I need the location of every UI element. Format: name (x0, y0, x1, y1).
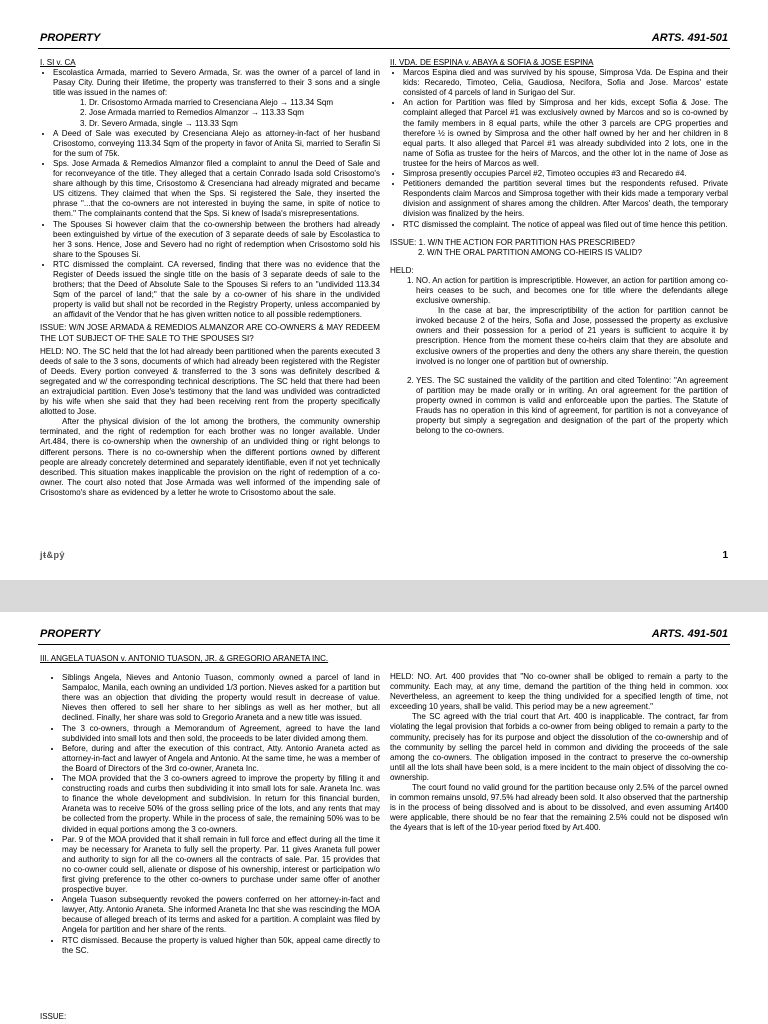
fact-item: • RTC dismissed the complaint. The notice of appeal was filed out of time hence this petition. (403, 220, 728, 230)
fact-item: • Petitioners demanded the partition several times but the respondents refused. Private Respondents claim Marcos and Simprosa together with their kids made a temporary verbal division and assignment of shares among the children. After Marcos' death, the temporary division was finalized by the heirs. (403, 179, 728, 219)
case-title: I. SI v. CA (40, 58, 76, 67)
header-title: PROPERTY (40, 32, 101, 44)
heirs-list (53, 98, 380, 128)
header-title: PROPERTY (40, 628, 101, 640)
held-item: 2. YES. The SC sustained the validity of the partition and cited Tolentino: "An agreement of partition may be made orally or in writing. An oral agreement for the partition of property owned in common is valid and enforceable upon the parties. The Statute of Frauds has no operation in this kind of agreement, for partition is not a conveyance of property but simply a segregation and designation of the part of the property which belong to the co-owners. (416, 376, 728, 437)
fact-item: • Siblings Angela, Nieves and Antonio Tuason, commonly owned a parcel of land in Sampaloc, Manila, each owning an undivided 1/3 portion. Nieves asked for a partition but there was an objection that dividing the property would result in decrease of value. Nieves then offered to sell her share to her siblings as well as her mother, but all declined. Finally, her share was sold to Gregorio Araneta and a new title was issued. (62, 673, 380, 723)
case-title: II. VDA. DE ESPINA v. ABAYA & SOFIA & JOSE ESPINA (390, 58, 594, 67)
held-text: After the physical division of the lot among the brothers, the community ownership terminated, and the right of redemption for each brother was no longer available. Under Art.484, there is co-ownership when the ownership of an undivided thing or right belongs to different persons. There is no co-ownership when the different portions owned by different people are already concretely determined and separately identifiable, even if not yet technically described. This situation makes inapplicable the provision on the right of redemption of a co-owner. The court also noted that Jose Armada was well informed of the impending sale of Crisostomo's share as evidenced by a letter he wrote to Crisostomo about the sale. (40, 417, 380, 497)
fact-item: • Angela Tuason subsequently revoked the powers conferred on her attorney-in-fact and lawyer, Atty. Antonio Araneta. She informed Araneta Inc that she was rescinding the MOA because of alleged breach of its terms and asked for a partition. A complaint was filed by Angela for partition and her share of the rents. (62, 895, 380, 935)
document-page-2 (0, 612, 768, 1024)
issue-text: ISSUE: W/N JOSE ARMADA & REMEDIOS ALMANZOR ARE CO-OWNERS & MAY REDEEM THE LOT SUBJECT OF THE SALE TO THE SPOUSES SI? (40, 323, 380, 343)
fact-item: • Before, during and after the execution of this contract, Atty. Antonio Araneta acted as attorney-in-fact and lawyer of Angela and Antonio. At the same time, he was a member of the Board of Directors of the 3rd co-owner, Araneta Inc. (62, 744, 380, 774)
fact-item: • The 3 co-owners, through a Memorandum of Agreement, agreed to have the land subdivided into small lots and then sold, the proceeds to be later divided among them. (62, 724, 380, 744)
right-column (390, 58, 728, 445)
fact-item: • RTC dismissed the complaint. CA reversed, finding that there was no evidence that the Register of Deeds issued the single title on the basis of 3 separate deeds of sale to the brothers; that the Deed of Absolute Sale to the Spouses Si refers to an "undivided 113.34 Sqm of the parcel of land;" that the sale by a co-owner of his share in the undivided property is valid but shall not be recorded in the Registry Property, unless accompanied by an affidavit of the Vendor that he has given written notice to all possible redemptioners. (53, 260, 380, 321)
fact-item: • Par. 9 of the MOA provided that it shall remain in full force and effect during all the time it may be necessary for Araneta to fully sell the property. Par. 11 gives Araneta full power and authority to sign for all the co-owners all the contracts of sale. Par. 15 provides that no co-owner could sell, alienate or dispose of his ownership, interest or participation w/o first giving preference to the other co-owners to purchase under same offer of another prospective buyer. (62, 835, 380, 896)
fact-item: • A Deed of Sale was executed by Cresenciana Alejo as attorney-in-fact of her husband Crisostomo, conveying 113.34 Sqm of the property in favor of Anita Si, married to Serafin Si for the sum of 75k. (53, 129, 380, 159)
issue-label-cutoff: ISSUE: (40, 1012, 67, 1021)
header-articles: ARTS. 491-501 (651, 628, 728, 640)
fact-item: • Escolastica Armada, married to Severo Armada, Sr. was the owner of a parcel of land in Pasay City. During their lifetime, the property was transferred to their 3 sons and a single title was issued in the names of: 1. Dr. Crisostomo Armada married to Cresenciana Alejo → 113.34 Sqm 2. Jose Armada married to Remedios Almanzor → 113.33 Sqm 3. Dr. Severo Armada, single → 113.33 Sqm (53, 68, 380, 129)
held-text: The court found no valid ground for the partition because only 2.5% of the parcel owned in common remains unsold, 97.5% had already been sold. It also observed that the partnership is in the process of being dissolved and is about to be dissolved, and even assuming Art400 were applicable, there should be no fear that the remaining 2.5% could not be disposed w/in the 4years that is left of the 10-year period fixed by Art.400. (390, 783, 728, 833)
page-number: 1 (722, 550, 728, 561)
facts-list (40, 673, 380, 956)
page-header (38, 30, 730, 49)
held-list (390, 276, 728, 436)
facts-list (40, 68, 380, 320)
issue-text: ISSUE: 1. W/N THE ACTION FOR PARTITION HAS PRESCRIBED? (390, 237, 636, 247)
footer-mark: jŧ&pŷ (40, 550, 65, 560)
facts-list (390, 68, 728, 230)
held-label: HELD: (390, 265, 414, 275)
held-text: The SC agreed with the trial court that Art. 400 is inapplicable. The contract, far from violating the legal provision that forbids a co-owner from being obliged to remain a party to the community, precisely has for its purpose and object the dissolution of the co-ownership and of the community by selling the parcel held in common and dividing the proceeds of the sale among the co-owners. The obligation imposed in the contract to preserve the co-ownership until all the lots shall have been sold, is a mere incident to the main object of dissolving the co-ownership. (390, 712, 728, 782)
held-text: HELD: NO. The SC held that the lot had already been partitioned when the parents executed 3 deeds of sale to the 3 sons, documents of which had already been registered with the Register of Deeds. Every portion conveyed & transferred to the 3 sons was definitely described & segregated and w/ the corresponding technical descriptions. The SC held that there had been an extrajudicial partition. Even Jose's testimony that the land was undivided was contradicted by his wife when she said that they had been receiving rent from the property specifically allotted to Jose. (40, 346, 380, 417)
fact-item: • Marcos Espina died and was survived by his spouse, Simprosa Vda. De Espina and their kids: Recaredo, Timoteo, Celia, Gaudiosa, Necifora, Sofia and Jose. Marcos' estate consisted of 4 parcels of land in Surigao del Sur. (403, 68, 728, 98)
held-text: HELD: NO. Art. 400 provides that "No co-owner shall be obliged to remain a party to the community. Each may, at any time, demand the partition of the thing held in common. xxx Nevertheless, an agreement to keep the thing undivided for a specified length of time, not exceeding 10 years, shall be valid. This period may be a new agreement." (390, 672, 728, 712)
page-header (38, 626, 730, 645)
fact-item: • The Spouses Si however claim that the co-ownership between the brothers had already been extinguished by virtue of the execution of 3 separate deeds of sale by Escolastica to her 3 sons. Hence, Jose and Severo had no right of redemption when Crisostomo sold his share to the Spouses Si. (53, 220, 380, 260)
fact-item: • The MOA provided that the 3 co-owners agreed to improve the property by filling it and constructing roads and curbs then subdividing it into small lots for sale. Araneta Inc. was to finance the whole development and subdivision. In return for this financial burden, Araneta was to receive 50% of the gross selling price of the lots, and any rents that may be collected from the property. While in the process of sale, the remaining 50% was to be divided in equal portions among the 3 co-owners. (62, 774, 380, 835)
fact-item: • Sps. Jose Armada & Remedios Almanzor filed a complaint to annul the Deed of Sale and for reconveyance of the title. They alleged that a certain Conrado Isada sold Crisostomo's share although by this time, Crisostomo & Cresenciana had already migrated and became US citizens. They claimed that when the Sps. Si registered the Sale, they inserted the phrase "...that the co-owners are not interested in buying the same, in spite of notice to them." The complainants contend that the Sps. Si knew of Isada's misrepresentations. (53, 159, 380, 220)
heir-item: 2. Jose Armada married to Remedios Almanzor → 113.33 Sqm (89, 108, 380, 118)
heir-item: 1. Dr. Crisostomo Armada married to Cresenciana Alejo → 113.34 Sqm (89, 98, 380, 108)
right-column (390, 672, 728, 834)
fact-item: • An action for Partition was filed by Simprosa and her kids, except Sofia & Jose. The complaint alleged that Parcel #1 was exclusively owned by Marcos and so is co-owned by the family members in 8 equal parts, while the other 3 parcels are CPG properties and therefore ½ is owned by Simprosa and the other half owned by her and her children in 8 equal parts. It also alleged that Parcel #1 was already subdivided into 2 lots, one in the name of Sofia as trustee for the heirs of Marcos, and the other lot in the name of Jose as trustee for the heirs of Marcos as well. (403, 98, 728, 169)
header-articles: ARTS. 491-501 (651, 32, 728, 44)
left-column (40, 654, 380, 956)
held-item: 1. NO. An action for partition is imprescriptible. However, an action for partition among co-heirs ceases to be such, and becomes one for title where the defendants allege exclusive ownership. In the case at bar, the imprescriptibility of the action for partition cannot be invoked because 2 of the heirs, Sofia and Jose, possessed the property as exclusive owners and their possession for a period of 21 years is sufficient to acquire it by prescription. Hence from the moment these co-heirs claim that they are absolute and exclusive owners of the properties and deny the others any share therein, the question involved is no longer one of partition but of ownership. (416, 276, 728, 367)
fact-item: • Simprosa presently occupies Parcel #2, Timoteo occupies #3 and Recaredo #4. (403, 169, 728, 179)
case-title: III. ANGELA TUASON v. ANTONIO TUASON, JR. & GREGORIO ARANETA INC. (40, 654, 329, 663)
left-column (40, 58, 380, 498)
issue-text: 2. W/N THE ORAL PARTITION AMONG CO-HEIRS IS VALID? (418, 247, 643, 257)
heir-item: 3. Dr. Severo Armada, single → 113.33 Sqm (89, 119, 380, 129)
fact-item: • RTC dismissed. Because the property is valued higher than 50k, appeal came directly to the SC. (62, 936, 380, 956)
